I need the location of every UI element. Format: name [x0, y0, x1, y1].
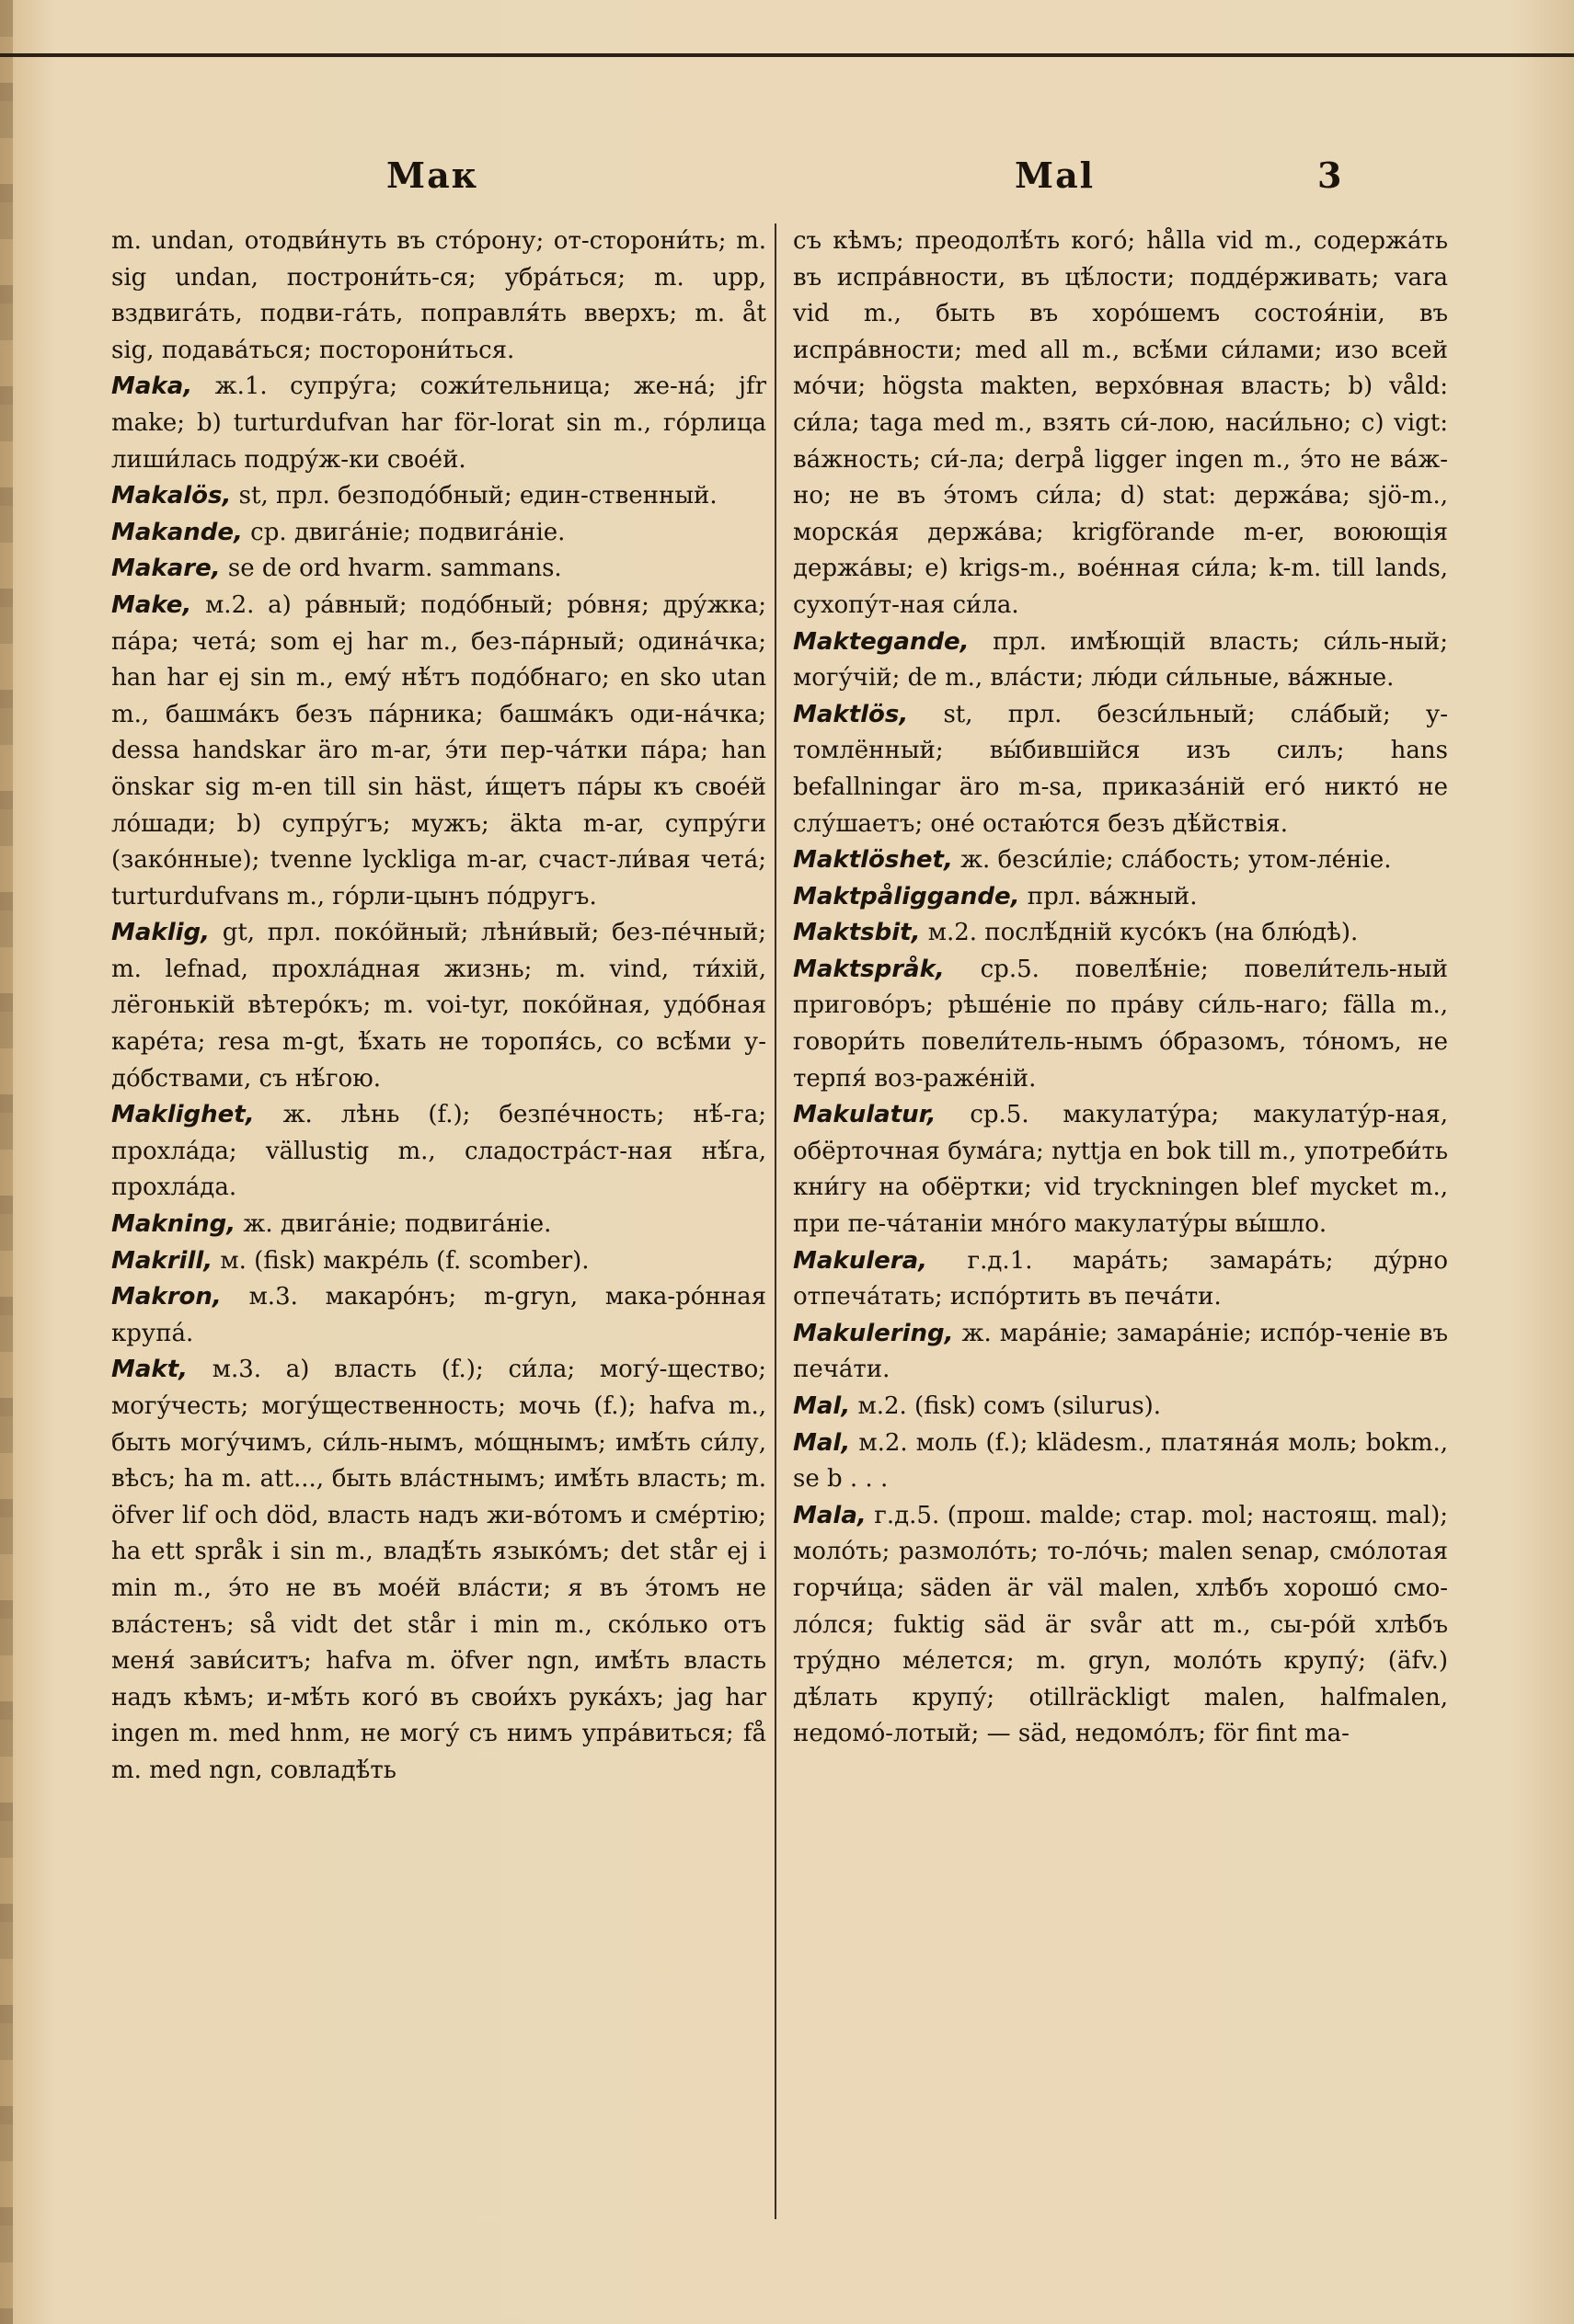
dictionary-entry — [111, 1243, 766, 1280]
entry-headword: Make, — [111, 590, 192, 619]
dictionary-entry — [111, 478, 766, 515]
entry-definition: съ кѣмъ; преодолѣ́ть кого́; hålla vid m., содержа́ть въ испра́вности, въ цѣ́лости; подде́рживать; vara vid m., быть въ хоро́шемъ состоя́ніи, въ испра́вности; med all m., всѣ́ми си́лами; изо всей мо́чи; högsta makten, верхо́вная власть; b) våld: си́ла; taga med m., взять си́-лою, наси́льно; c) vigt: ва́жность; си́-ла; derpå ligger ingen m., э́то не ва́ж-но; не въ э́томъ си́ла; d) stat: держа́ва; sjö-m., морска́я держа́ва; krigförande m-er, воюющія держа́вы; e) krigs-m., вое́нная си́ла; k-m. till lands, сухопу́т-ная си́ла. — [793, 227, 1448, 619]
entry-definition: st, прл. безподо́бный; един-ственный. — [238, 482, 718, 510]
entry-definition: м.3. макаро́нъ; m-gryn, мака-ро́нная крупа́. — [111, 1283, 766, 1347]
dictionary-entry — [793, 879, 1448, 916]
entry-headword: Mal, — [793, 1428, 851, 1457]
entry-definition: ж. лѣнь (f.); безпе́чность; нѣ́-га; прохла́да; vällustig m., сладостра́ст-ная нѣ́га, прохла́да. — [111, 1101, 767, 1202]
entry-definition: прл. имѣ́ющій власть; си́ль-ный; могу́чій; de m., вла́сти; лю́ди си́льные, ва́жные. — [793, 627, 1448, 693]
entry-headword: Makt, — [111, 1356, 189, 1384]
entry-definition: ж. мара́ніе; замара́ніе; испо́р-ченіе въ печа́ти. — [793, 1319, 1448, 1384]
entry-headword: Makulatur, — [793, 1101, 936, 1129]
page-number: 3 — [1317, 155, 1344, 196]
right-guide-word: Mal — [1015, 155, 1096, 196]
dictionary-entry — [793, 1243, 1448, 1316]
dictionary-entry — [793, 842, 1448, 879]
entry-definition: ж.1. супру́га; сожи́тельница; же-на́; jfr make; b) turturdufvan har för-lorat sin m., го́рлица лиши́лась подру́ж-ки свое́й. — [111, 372, 767, 474]
dictionary-entry — [793, 1498, 1448, 1753]
entry-headword: Maktlöshet, — [793, 846, 953, 875]
entry-headword: Makalös, — [111, 482, 232, 510]
dictionary-entry — [793, 915, 1448, 952]
entry-headword: Makare, — [111, 555, 221, 583]
dictionary-entry — [793, 1316, 1448, 1389]
dictionary-entry — [111, 588, 766, 915]
entry-definition: ср.5. макулату́ра; макулату́р-ная, обёрточная бума́га; nyttja en bok till m., употреби́ть кни́гу на обёртки; vid tryckningen blef mycket m., при пе-ча́таніи мно́го макулату́ры вы́шло. — [793, 1101, 1448, 1239]
dictionary-entry — [111, 223, 766, 369]
entry-headword: Makning, — [111, 1210, 236, 1239]
entry-definition: m. undan, отодви́нуть въ сто́рону; от-сторони́ть; m. sig undan, построни́ть-ся; убра́ться; m. upp, вздвига́ть, подви-га́ть, поправля́ть вверхъ; m. åt sig, подава́ться; посторони́ться. — [111, 227, 766, 364]
entry-headword: Mala, — [793, 1501, 867, 1529]
dictionary-entry — [793, 952, 1448, 1097]
entry-definition: м.3. а) власть (f.); си́ла; могу́-щество; могу́честь; могу́щественность; мочь (f.); hafva m., быть могу́чимъ, си́ль-нымъ, мо́щнымъ; имѣ́ть си́лу, вѣсъ; ha m. att..., быть вла́стнымъ; имѣ́ть власть; m. öfver lif och död, власть надъ жи-во́томъ и сме́ртію; ha ett språk i sin m., владѣ́ть языко́мъ; det står ej i min m., э́то не въ мое́й вла́сти; я въ э́томъ не вла́стенъ; så vidt det står i min m., ско́лько отъ меня́ зави́ситъ; hafva m. öfver ngn, имѣ́ть власть надъ кѣмъ; и-мѣ́ть кого́ въ свои́хъ рука́хъ; jag har ingen m. med hnm, не могу́ съ нимъ упра́виться; få m. med ngn, совладѣ́ть — [111, 1356, 766, 1784]
dictionary-entry — [111, 1207, 766, 1243]
top-rule — [0, 53, 1574, 57]
entry-definition: прл. ва́жный. — [1027, 882, 1198, 910]
entry-definition: м.2. а) ра́вный; подо́бный; ро́вня; дру́жка; па́ра; чета́; som ej har m., без-па́рный; одина́чка; han har ej sin m., ему́ нѣ́тъ подо́бнаго; en sko utan m., башма́къ безъ па́рника; башма́къ оди-на́чка; dessa handskar äro m-ar, э́ти пер-ча́тки па́ра; han önskar sig m-en till sin häst, и́щетъ па́ры къ свое́й ло́шади; b) супру́гъ; мужъ; äkta m-ar, супру́ги (зако́нные); tvenne lyckliga m-ar, счаст-ли́вая чета́; turturdufvans m., го́рли-цынъ по́другъ. — [111, 590, 767, 910]
entry-headword: Maktsbit, — [793, 919, 921, 947]
column-divider — [775, 223, 776, 2219]
entry-definition: gt, прл. поко́йный; лѣни́вый; без-пе́чный; m. lefnad, прохла́дная жизнь; m. vind, ти́хій, лёгонькій вѣтеро́къ; m. voi-tyr, поко́йная, удо́бная каре́та; resa m-gt, ѣ́хать не торопя́сь, со всѣ́ми у-до́бствами, съ нѣ́гою. — [111, 919, 767, 1093]
entry-definition: ср. двига́ніе; подвига́ніе. — [250, 518, 566, 546]
running-header — [0, 155, 1574, 210]
dictionary-entry — [111, 1097, 766, 1207]
page-spine-edge — [0, 0, 13, 2324]
left-column — [111, 223, 766, 1790]
entry-headword: Mal, — [793, 1392, 851, 1420]
dictionary-entry — [111, 551, 766, 588]
entry-definition: г.д.5. (прош. malde; стар. mol; настоящ. mal); моло́ть; размоло́ть; то-ло́чь; malen senap, смо́лотая горчи́ца; säden är väl malen, хлѣбъ хорошо́ смо-ло́лся; fuktig säd är svår att m., сы-ро́й хлѣбъ тру́дно ме́лется; m. gryn, моло́ть крупу́; (äfv.) дѣ́лать крупу́; otillräckligt malen, halfmalen, недомо́-лотый; — säd, недомо́лъ; för fint ma- — [793, 1501, 1449, 1748]
dictionary-entry — [793, 1389, 1448, 1425]
dictionary-entry — [111, 369, 766, 478]
dictionary-entry — [111, 515, 766, 552]
entry-headword: Maklighet, — [111, 1101, 255, 1129]
entry-definition: ж. безси́ліе; сла́бость; утом-ле́ніе. — [960, 846, 1392, 875]
entry-headword: Makulering, — [793, 1319, 954, 1347]
entry-headword: Maktpåliggande, — [793, 882, 1020, 910]
entry-definition: м.2. моль (f.); klädesm., платяна́я моль; bokm., se b . . . — [793, 1428, 1449, 1494]
entry-definition: м. (fisk) макре́ль (f. scomber). — [220, 1246, 590, 1275]
entry-definition: г.д.1. мара́ть; замара́ть; ду́рно отпеча́тать; испо́ртить въ печа́ти. — [793, 1246, 1448, 1311]
entry-headword: Maktlös, — [793, 700, 909, 728]
entry-headword: Maklig, — [111, 919, 211, 947]
dictionary-entry — [793, 1097, 1448, 1242]
entry-definition: ср.5. повелѣ́ніе; повели́тель-ный пригово́ръ; рѣше́ніе по пра́ву си́ль-наго; fälla m., говори́ть повели́тель-нымъ о́бразомъ, то́номъ, не терпя́ воз-раже́ній. — [793, 955, 1448, 1093]
right-column — [793, 223, 1448, 1753]
entry-definition: ж. двига́ніе; подвига́ніе. — [243, 1210, 552, 1239]
entry-headword: Maktspråk, — [793, 955, 945, 983]
entry-headword: Makulera, — [793, 1246, 928, 1275]
dictionary-entry — [793, 223, 1448, 624]
dictionary-entry — [793, 697, 1448, 842]
entry-headword: Makrill, — [111, 1246, 213, 1275]
dictionary-entry — [793, 1425, 1448, 1498]
entry-definition: м.2. (fisk) сомъ (silurus). — [857, 1392, 1162, 1420]
dictionary-entry — [793, 624, 1448, 697]
dictionary-entry — [111, 915, 766, 1097]
left-guide-word: Мак — [386, 155, 479, 196]
dictionary-entry — [111, 1352, 766, 1789]
entry-headword: Maka, — [111, 372, 193, 401]
entry-headword: Maktegande, — [793, 627, 970, 656]
dictionary-entry — [111, 1279, 766, 1352]
entry-headword: Makande, — [111, 518, 243, 546]
entry-definition: se de ord hvarm. sammans. — [227, 555, 562, 583]
entry-definition: st, прл. безси́льный; сла́бый; у-томлённый; вы́бившійся изъ силъ; hans befallningar äro m-sa, приказа́ній его́ никто́ не слу́шаетъ; оне́ остаю́тся безъ дѣ́йствія. — [793, 700, 1448, 838]
entry-headword: Makron, — [111, 1283, 222, 1311]
entry-definition: м.2. послѣ́дній кусо́къ (на блю́дѣ). — [927, 919, 1359, 947]
